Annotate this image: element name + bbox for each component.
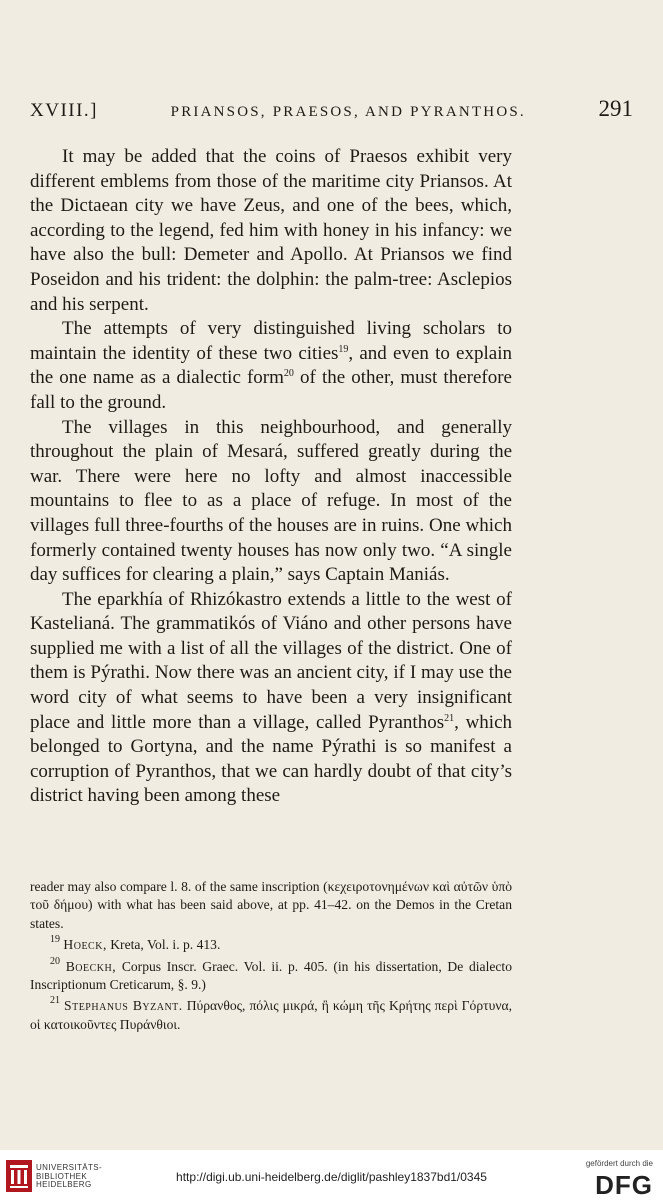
- footnote-ref-20[interactable]: 20: [283, 368, 294, 380]
- permalink-url[interactable]: http://digi.ub.uni-heidelberg.de/diglit/pashley1837bd1/0345: [176, 1170, 487, 1184]
- chapter-number: XVIII.]: [30, 100, 99, 121]
- footnote-20: $^{20}$ Boeckh, Corpus Inscr. Graec. Vol. ii. p. 405. (in his dissertation, De dialecto Inscriptionum Creticarum, §. 9.): [30, 955, 513, 993]
- dfg-logo[interactable]: DFG: [595, 1170, 653, 1200]
- funded-by-label: gefördert durch die: [585, 1159, 653, 1168]
- running-head: [30, 96, 633, 122]
- paragraph-eparkhia: The eparkhía of Rhizókastro extends a little to the west of Kastelianá. The grammatikós of Viáno and other persons have supplied me with a list of all the villages of the district. One of them is Pýrathi. Now there was an ancient city, if I may use the word city of what seems to have been a very insignificant place and little more than a village, called Pyranthos$^{21}$, which belonged to Gortyna, and the name Pýrathi is so manifest a corruption of Pyranthos, that we can hardly doubt of that city’s district having been among these: [30, 588, 512, 807]
- paragraph-identity: The attempts of very distinguished living scholars to maintain the identity of these two cities$^{19}$, and even to explain the one name as a dialectic form$^{20}$ of the other, must therefore fall to the ground.: [30, 318, 512, 413]
- viewer-footer: [0, 1150, 663, 1203]
- footnote-19: $^{19}$ Hoeck, Kreta, Vol. i. p. 413.: [50, 934, 221, 953]
- footnote-ref-19[interactable]: 19: [338, 343, 349, 355]
- footnote-21: $^{21}$ Stephanus Byzant. Πύρανθος, πόλις μικρά, ἢ κώμη τῆς Κρήτης περὶ Γόρτυνα, οἱ κατοικοῦντες Πυράνθιοι.: [30, 995, 512, 1032]
- paragraph-villages: The villages in this neighbourhood, and generally throughout the plain of Mesará, suffered greatly during the war. There were here no lofty and almost inaccessible mountains to flee to as a place of refuge. In most of the villages full three-fourths of the houses are in ruins. One which formerly contained twenty houses has now only two. “A single day suffices for clearing a plain,” says Captain Maniás.: [30, 416, 512, 586]
- footnotes: [30, 878, 512, 1037]
- library-name: UNIVERSITÄTS- BIBLIOTHEK HEIDELBERG: [36, 1163, 103, 1189]
- footnote-ref-21[interactable]: 21: [444, 712, 455, 724]
- footnote-continuation: reader may also compare l. 8. of the same inscription (κεχειροτονημένων καὶ αὐτῶν ὑπὸ τοῦ δήμου) with what has been said above, at pp. 41–42. on the Demos in the Cretan states.: [30, 879, 512, 931]
- paragraph-coins: It may be added that the coins of Praesos exhibit very different emblems from those of the maritime city Priansos. At the Dictaean city we have Zeus, and one of the bees, which, according to the legend, fed him with honey in his infancy: we have also the bull: Demeter and Apollo. At Priansos we find Poseidon and his trident: the dolphin: the palm-tree: Asclepios and his serpent.: [30, 146, 512, 315]
- running-title: PRIANSOS, PRAESOS, AND PYRANTHOS.: [170, 104, 526, 120]
- body-text: [30, 145, 512, 809]
- page-number: 291: [598, 96, 633, 121]
